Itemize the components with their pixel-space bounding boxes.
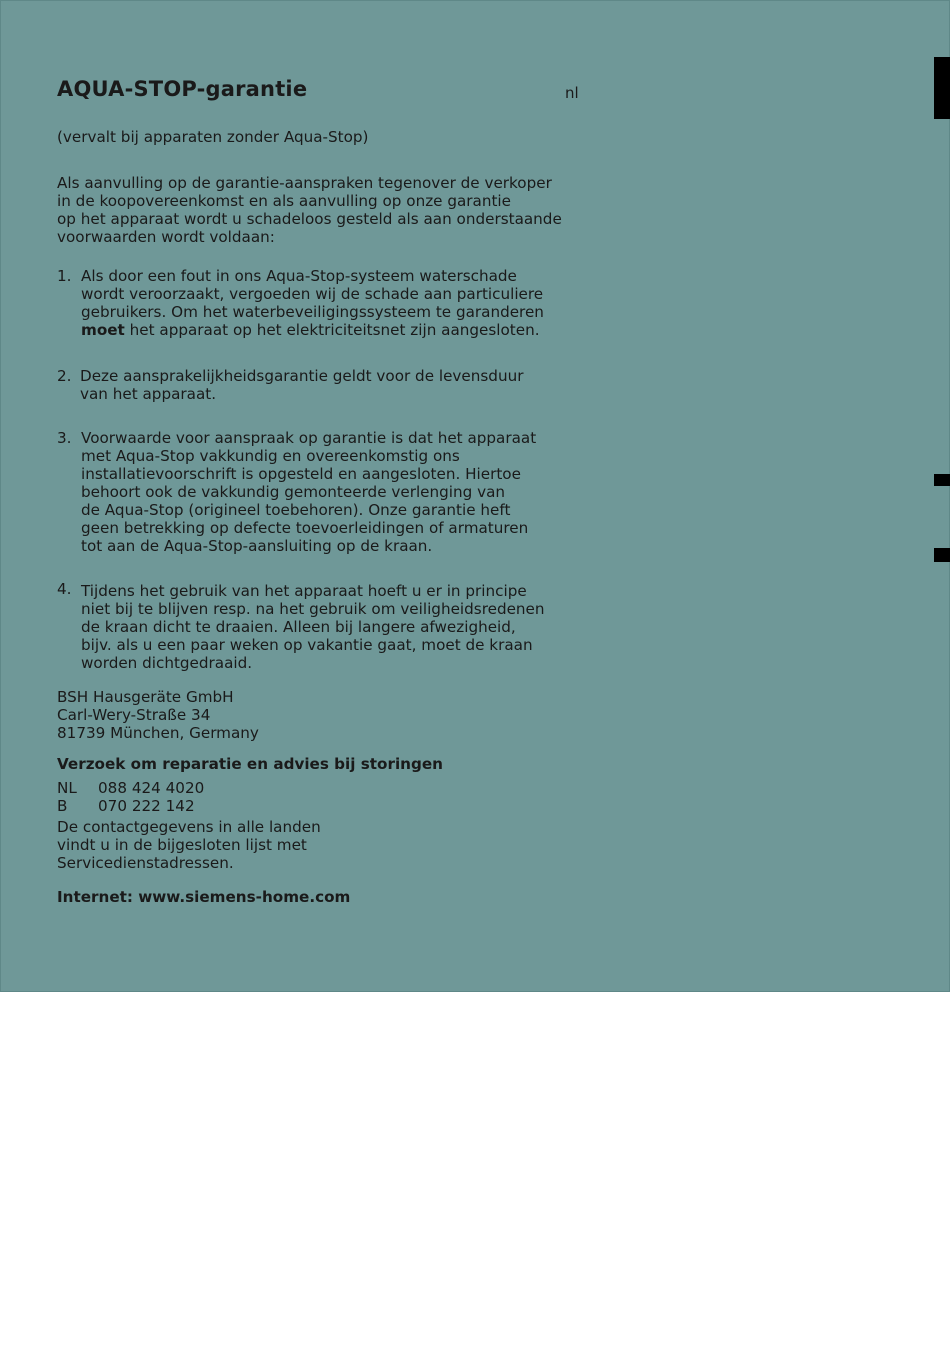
phone-number: 070 222 142: [98, 797, 195, 815]
language-code: nl: [565, 84, 579, 102]
item-1-text-end: het apparaat op het elektriciteitsnet zijn aangesloten.: [124, 321, 540, 339]
item-1-emphasis: moet: [81, 321, 125, 339]
item-1-text-start: Als door een fout in ons Aqua-Stop-systeem waterschade wordt veroorzaakt, vergoeden wij de schade aan particuliere gebruikers. Om het waterbeveiligingssysteem te garanderen: [81, 267, 544, 321]
service-heading: Verzoek om reparatie en advies bij storingen: [57, 755, 443, 773]
item-3-number: 3.: [57, 429, 72, 447]
page-title: AQUA-STOP-garantie: [57, 77, 308, 101]
intro-paragraph: Als aanvulling op de garantie-aanspraken tegenover de verkoper in de koopovereenkomst en als aanvulling op onze garantie op het apparaat wordt u schadeloos gesteld als aan onderstaande voorwaarden wordt voldaan:: [57, 174, 562, 246]
phone-number: 088 424 4020: [98, 779, 205, 797]
registration-mark-lower: [934, 548, 950, 562]
company-address: BSH Hausgeräte GmbH Carl-Wery-Straße 34 81739 München, Germany: [57, 688, 259, 742]
internet-address: Internet: www.siemens-home.com: [57, 888, 351, 906]
item-2-number: 2.: [57, 367, 72, 385]
item-1-text: [81, 267, 544, 339]
item-1-number: 1.: [57, 267, 72, 285]
applicability-note: (vervalt bij apparaten zonder Aqua-Stop): [57, 128, 369, 146]
registration-mark-top: [934, 57, 950, 119]
item-2-text: Deze aansprakelijkheidsgarantie geldt voor de levensduur van het apparaat.: [80, 367, 524, 403]
phone-row-b: [57, 797, 195, 815]
item-3-text: Voorwaarde voor aanspraak op garantie is dat het apparaat met Aqua-Stop vakkundig en overeenkomstig ons installatievoorschrift is opgesteld en aangesloten. Hiertoe behoort ook de vakkundig gemonteerde verlenging van de Aqua-Stop (origineel toebehoren). Onze garantie heft geen betrekking op defecte toevoerleidingen of armaturen tot aan de Aqua-Stop-aansluiting op de kraan.: [81, 429, 537, 555]
phone-country: NL: [57, 779, 77, 797]
contact-note: De contactgegevens in alle landen vindt u in de bijgesloten lijst met Servicedienstadressen.: [57, 818, 321, 872]
item-4-number: 4.: [57, 580, 72, 598]
registration-mark-middle: [934, 474, 950, 486]
phone-row-nl: [57, 779, 204, 797]
item-4-text: Tijdens het gebruik van het apparaat hoeft u er in principe niet bij te blijven resp. na het gebruik om veiligheidsredenen de kraan dicht te draaien. Alleen bij langere afwezigheid, bijv. als u een paar weken op vakantie gaat, moet de kraan worden dichtgedraaid.: [81, 582, 545, 672]
phone-country: B: [57, 797, 68, 815]
